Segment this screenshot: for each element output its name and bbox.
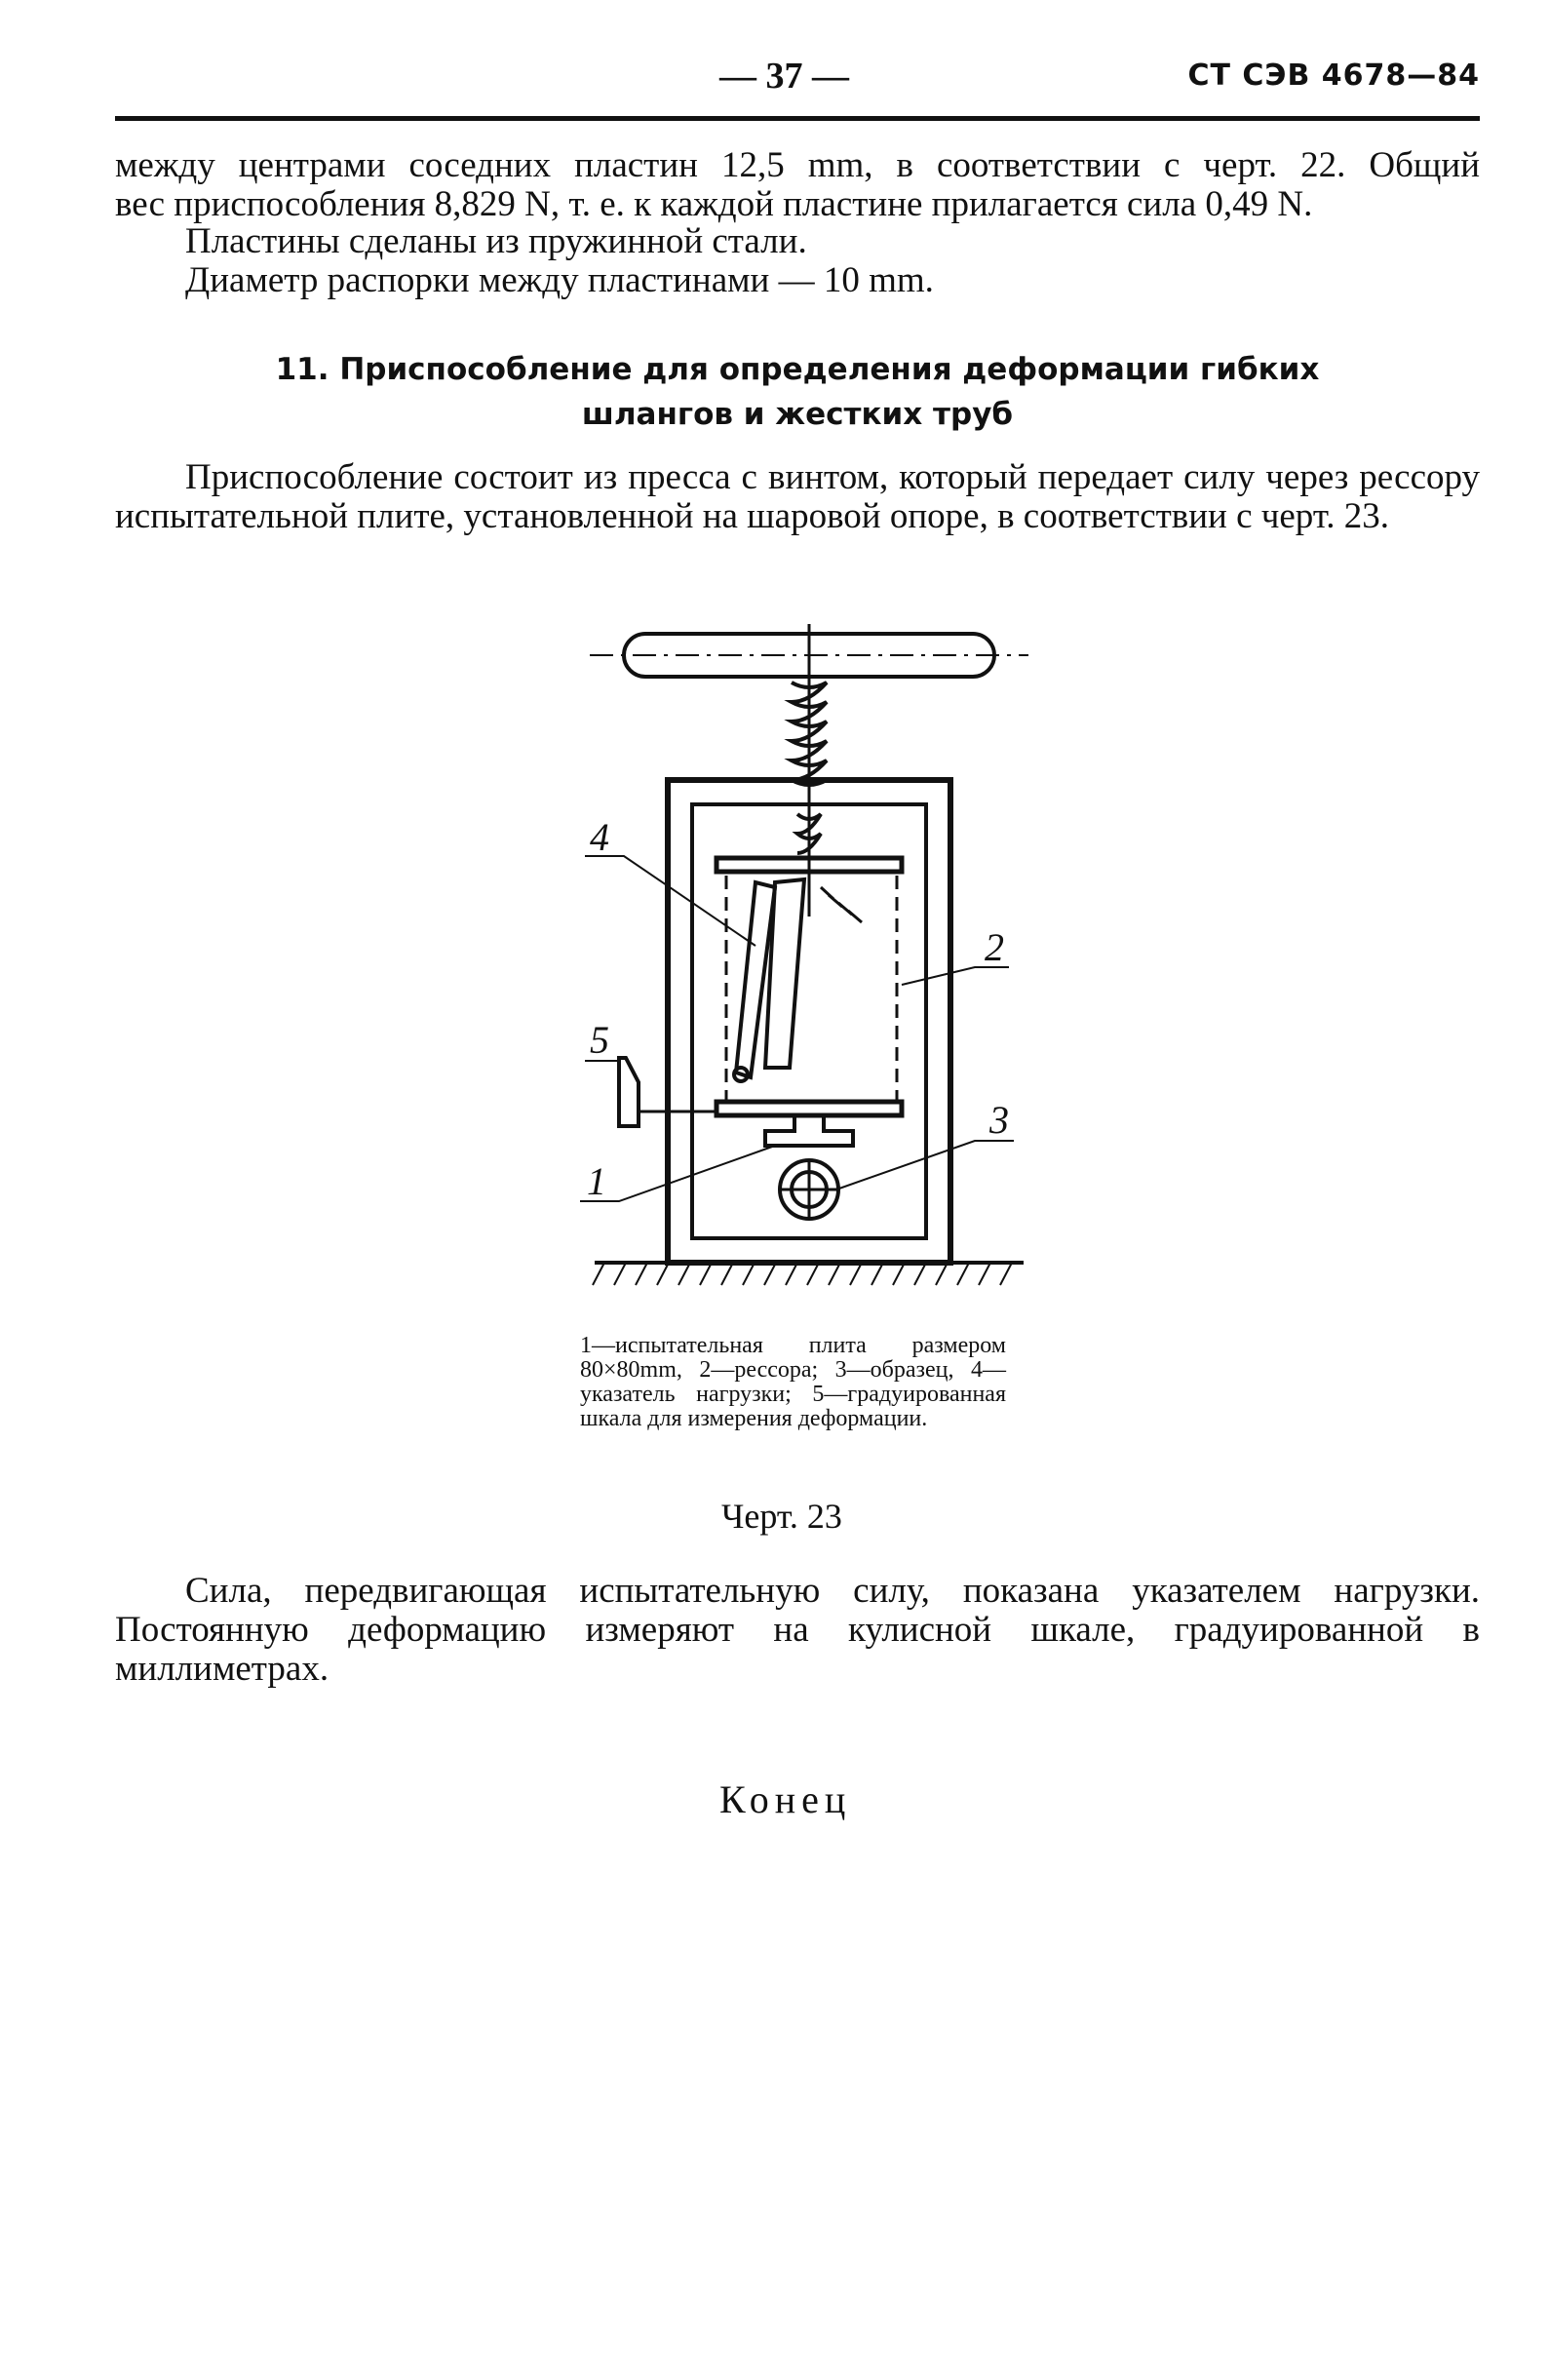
test-plate (716, 1102, 902, 1115)
callout-1: 1 (587, 1159, 606, 1203)
graduated-scale (619, 1058, 639, 1126)
end-mark: Конец (719, 1777, 852, 1821)
section-title-line-2: шлангов и жестких труб (581, 397, 1014, 432)
section-description: Приспособление состоит из пресса с винтом, который передает силу через рессору испытательной плите, установленной на шаровой опоре, в соответствии с черт. 23. (115, 457, 1480, 536)
plates-paragraph: Пластины сделаны из пружинной стали. (185, 221, 807, 261)
scale-ticks (821, 887, 862, 922)
section-title-line-1: 11. Приспособление для определения деформации гибких (275, 352, 1320, 387)
intro-line-1: между центрами соседних пластин 12,5 mm, в соответствии с черт. 22. Общий (115, 145, 1480, 185)
ball-support (765, 1115, 853, 1146)
callout-5: 5 (590, 1018, 609, 1062)
callout-2: 2 (985, 925, 1004, 969)
callout-4: 4 (590, 815, 609, 859)
section-title (115, 347, 1480, 437)
ground-hatching (593, 1263, 1012, 1285)
press-diagram-svg (565, 624, 1053, 1307)
press-diagram (565, 624, 1053, 1307)
spacer-paragraph: Диаметр распорки между пластинами — 10 mm. (185, 260, 934, 300)
standard-code: СТ СЭВ 4678—84 (1187, 59, 1480, 93)
leader-1 (580, 1146, 775, 1201)
figure-label: Черт. 23 (721, 1497, 842, 1536)
header-rule (115, 116, 1480, 121)
page-number: — 37 — (719, 56, 849, 97)
callout-3: 3 (989, 1098, 1009, 1142)
page-header (115, 55, 1480, 113)
figure-caption: 1—испытательная плита размером 80×80mm, 2—рессора; 3—образец, 4—указатель нагрузки; 5—градуированная шкала для измерения деформации. (580, 1333, 1006, 1431)
intro-line-2: вес приспособления 8,829 N, т. е. к каждой пластине прилагается сила 0,49 N. (115, 184, 1313, 224)
leader-2 (902, 967, 1009, 985)
closing-paragraph: Сила, передвигающая испытательную силу, показана указателем нагрузки. Постоянную деформацию измеряют на кулисной шкале, градуированной в миллиметрах. (115, 1571, 1480, 1689)
